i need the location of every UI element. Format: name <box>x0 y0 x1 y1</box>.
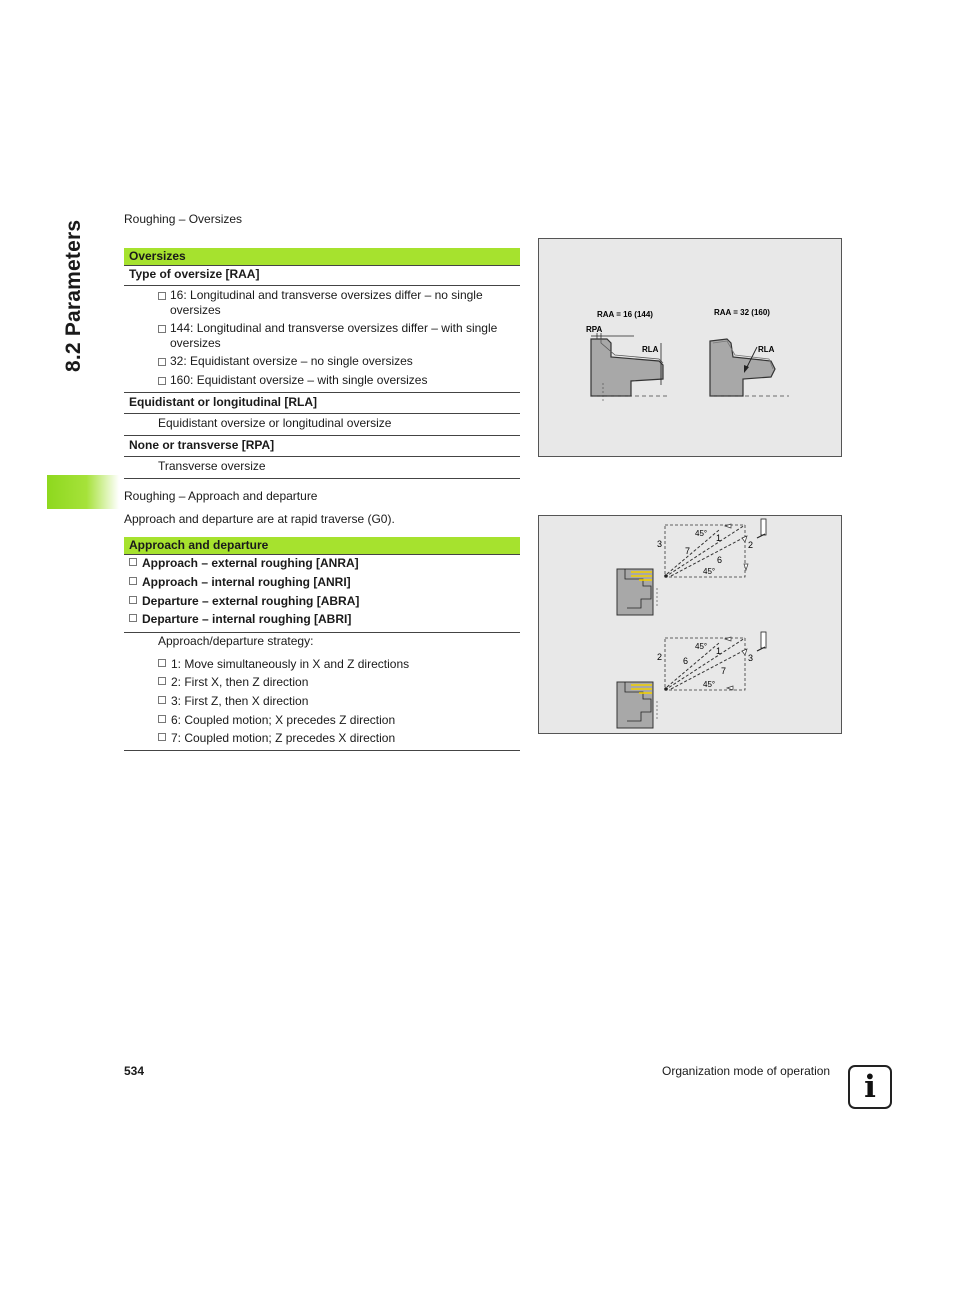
divider <box>124 456 520 457</box>
divider <box>124 632 520 633</box>
bullet-square-icon <box>158 325 166 333</box>
rpa-description: Transverse oversize <box>158 459 266 473</box>
approach-intro: Approach and departure are at rapid traverse (G0). <box>124 512 395 526</box>
arrow-icon <box>725 637 731 641</box>
arrow-icon <box>742 536 747 542</box>
divider <box>124 265 520 266</box>
divider <box>124 750 520 751</box>
strategy-option: 1: Move simultaneously in X and Z directions <box>158 657 409 672</box>
approach-table-header: Approach and departure <box>124 537 520 554</box>
approach-caption: Roughing – Approach and departure <box>124 489 318 503</box>
dir-label: 3 <box>748 653 754 663</box>
raa-option: 144: Longitudinal and transverse oversizes differ – with single oversizes <box>158 321 518 351</box>
section-title: 8.2 Parameters <box>62 219 85 372</box>
raa-option: 16: Longitudinal and transverse oversizes differ – no single oversizes <box>158 288 518 318</box>
info-icon[interactable] <box>848 1065 892 1109</box>
strategy-label: Approach/departure strategy: <box>158 634 314 648</box>
dir-label: 1 <box>716 646 722 656</box>
bullet-square-icon <box>158 358 166 366</box>
rpa-dim-label: RPA <box>586 325 603 334</box>
angle-label: 45° <box>695 529 708 538</box>
raa-option: 160: Equidistant oversize – with single oversizes <box>158 373 518 388</box>
dir-label: 6 <box>717 555 723 565</box>
dir-label: 3 <box>657 539 663 549</box>
start-point <box>664 574 668 578</box>
bullet-square-icon <box>158 292 166 300</box>
page-number: 534 <box>124 1064 145 1078</box>
param-anri: Approach – internal roughing [ANRI] <box>129 575 351 590</box>
chapter-title: Organization mode of operation <box>662 1064 831 1078</box>
strategy-option: 2: First X, then Z direction <box>158 675 308 690</box>
rla-description: Equidistant oversize or longitudinal oversize <box>158 416 392 430</box>
bullet-square-icon <box>158 677 166 685</box>
raa-option: 32: Equidistant oversize – no single oversizes <box>158 354 518 369</box>
angle-label: 45° <box>703 567 716 576</box>
info-glyph: i <box>864 1069 876 1105</box>
divider <box>124 435 520 436</box>
bullet-square-icon <box>129 614 137 622</box>
bullet-square-icon <box>158 659 166 667</box>
divider <box>124 392 520 393</box>
oversize-diagram <box>539 239 841 456</box>
arrow-icon <box>742 649 747 655</box>
dir-label: 7 <box>685 546 691 556</box>
oversizes-table-header: Oversizes <box>124 248 520 265</box>
angle-label: 45° <box>703 680 716 689</box>
rla-dim-label-left: RLA <box>642 345 659 354</box>
oversize-figure <box>538 238 842 457</box>
bullet-square-icon <box>158 696 166 704</box>
angle-label: 45° <box>695 642 708 651</box>
bullet-square-icon <box>129 596 137 604</box>
approach-figure <box>538 515 842 734</box>
tool-icon <box>761 632 766 648</box>
divider <box>124 554 520 555</box>
dir-label: 6 <box>683 656 689 666</box>
arrow-icon <box>725 524 731 528</box>
oversizes-caption: Roughing – Oversizes <box>124 212 243 226</box>
param-anra: Approach – external roughing [ANRA] <box>129 556 359 571</box>
strategy-option: 7: Coupled motion; Z precedes X direction <box>158 731 395 746</box>
rpa-label: None or transverse [RPA] <box>129 438 275 452</box>
divider <box>124 478 520 479</box>
dir-label: 1 <box>716 533 722 543</box>
bullet-square-icon <box>158 715 166 723</box>
arrow-icon <box>744 564 748 570</box>
bullet-square-icon <box>158 377 166 385</box>
param-abri: Departure – internal roughing [ABRI] <box>129 612 351 627</box>
rla-dim-label-right: RLA <box>758 345 775 354</box>
strategy-option: 6: Coupled motion; X precedes Z direction <box>158 713 395 728</box>
dir-label: 2 <box>657 652 663 662</box>
raa-label: Type of oversize [RAA] <box>129 267 260 281</box>
tool-icon <box>761 519 766 535</box>
bullet-square-icon <box>129 577 137 585</box>
dir-label: 2 <box>748 540 754 550</box>
dir-label: 7 <box>721 666 727 676</box>
raa32-label: RAA = 32 (160) <box>714 308 770 317</box>
bullet-square-icon <box>158 733 166 741</box>
divider <box>124 285 520 286</box>
rla-label: Equidistant or longitudinal [RLA] <box>129 395 317 409</box>
strategy-option: 3: First Z, then X direction <box>158 694 308 709</box>
divider <box>124 413 520 414</box>
section-tab <box>47 475 119 509</box>
raa16-label: RAA = 16 (144) <box>597 310 653 319</box>
arrow-icon <box>727 686 733 690</box>
approach-diagram <box>539 516 841 733</box>
bullet-square-icon <box>129 558 137 566</box>
start-point <box>664 687 668 691</box>
param-abra: Departure – external roughing [ABRA] <box>129 594 359 609</box>
